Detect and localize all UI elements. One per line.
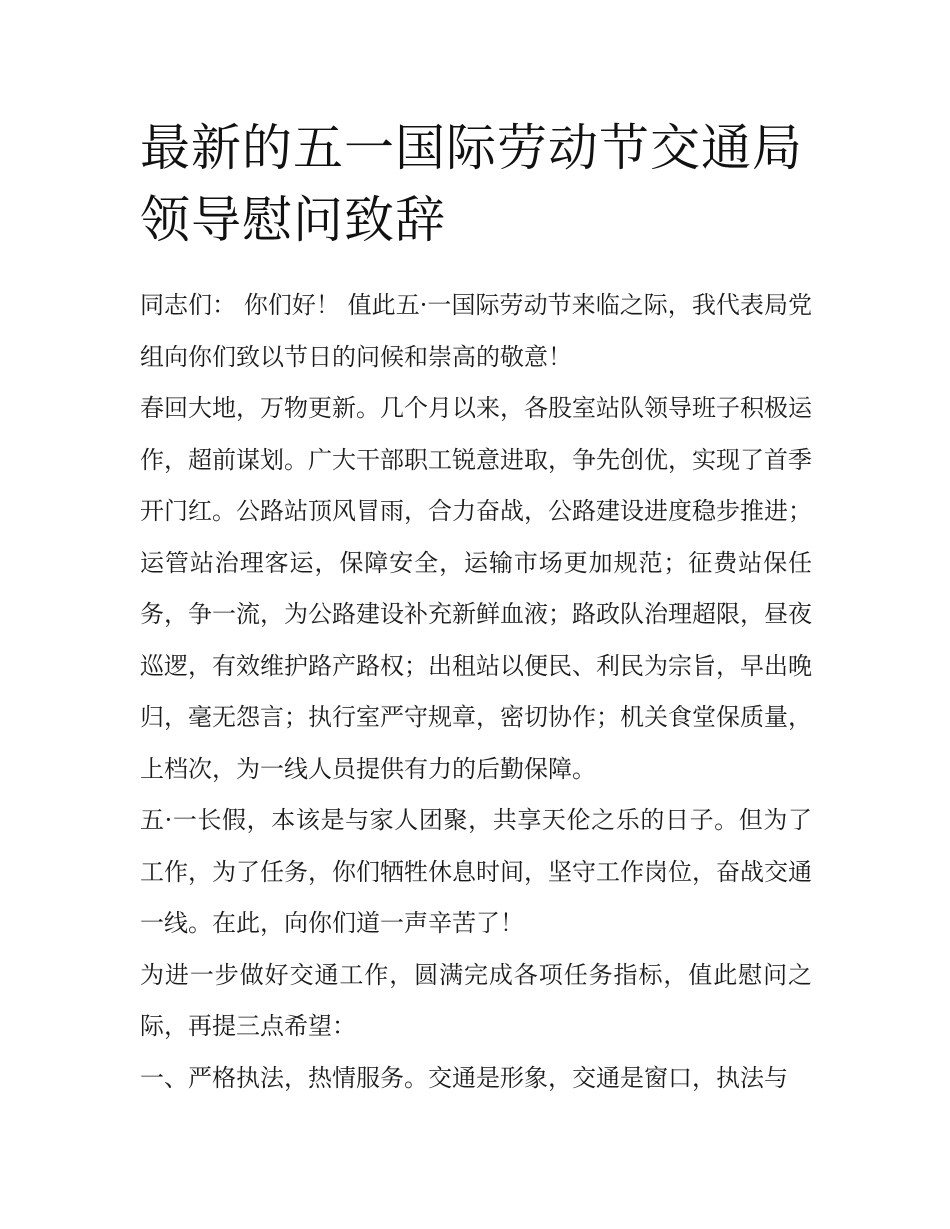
- paragraph-greeting: 同志们： 你们好！ 值此五·一国际劳动节来临之际，我代表局党组向你们致以节日的问候和崇高的敬意！: [140, 291, 812, 371]
- document-content: [140, 112, 812, 1104]
- paragraph-hope-one: 一、严格执法，热情服务。交通是形象，交通是窗口，执法与: [140, 1063, 788, 1092]
- paragraph-hopes-intro: 为进一步做好交通工作，圆满完成各项任务指标，值此慰问之际，再提三点希望：: [140, 960, 812, 1040]
- paragraph-holiday: 五·一长假，本该是与家人团聚，共享天伦之乐的日子。但为了工作，为了任务，你们牺牲休息时间，坚守工作岗位，奋战交通一线。在此，向你们道一声辛苦了！: [140, 806, 812, 937]
- document-body: [140, 280, 812, 1104]
- paragraph-achievements: 春回大地，万物更新。几个月以来，各股室站队领导班子积极运作，超前谋划。广大干部职工锐意进取，争先创优，实现了首季开门红。公路站顶风冒雨，合力奋战，公路建设进度稳步推进；运管站治理客运，保障安全，运输市场更加规范；征费站保任务，争一流，为公路建设补充新鲜血液；路政队治理超限，昼夜巡逻，有效维护路产路权；出租站以便民、利民为宗旨，早出晚归，毫无怨言；执行室严守规章，密切协作；机关食堂保质量，上档次，为一线人员提供有力的后勤保障。: [140, 394, 812, 783]
- document-title: 最新的五一国际劳动节交通局领导慰问致辞: [140, 119, 803, 249]
